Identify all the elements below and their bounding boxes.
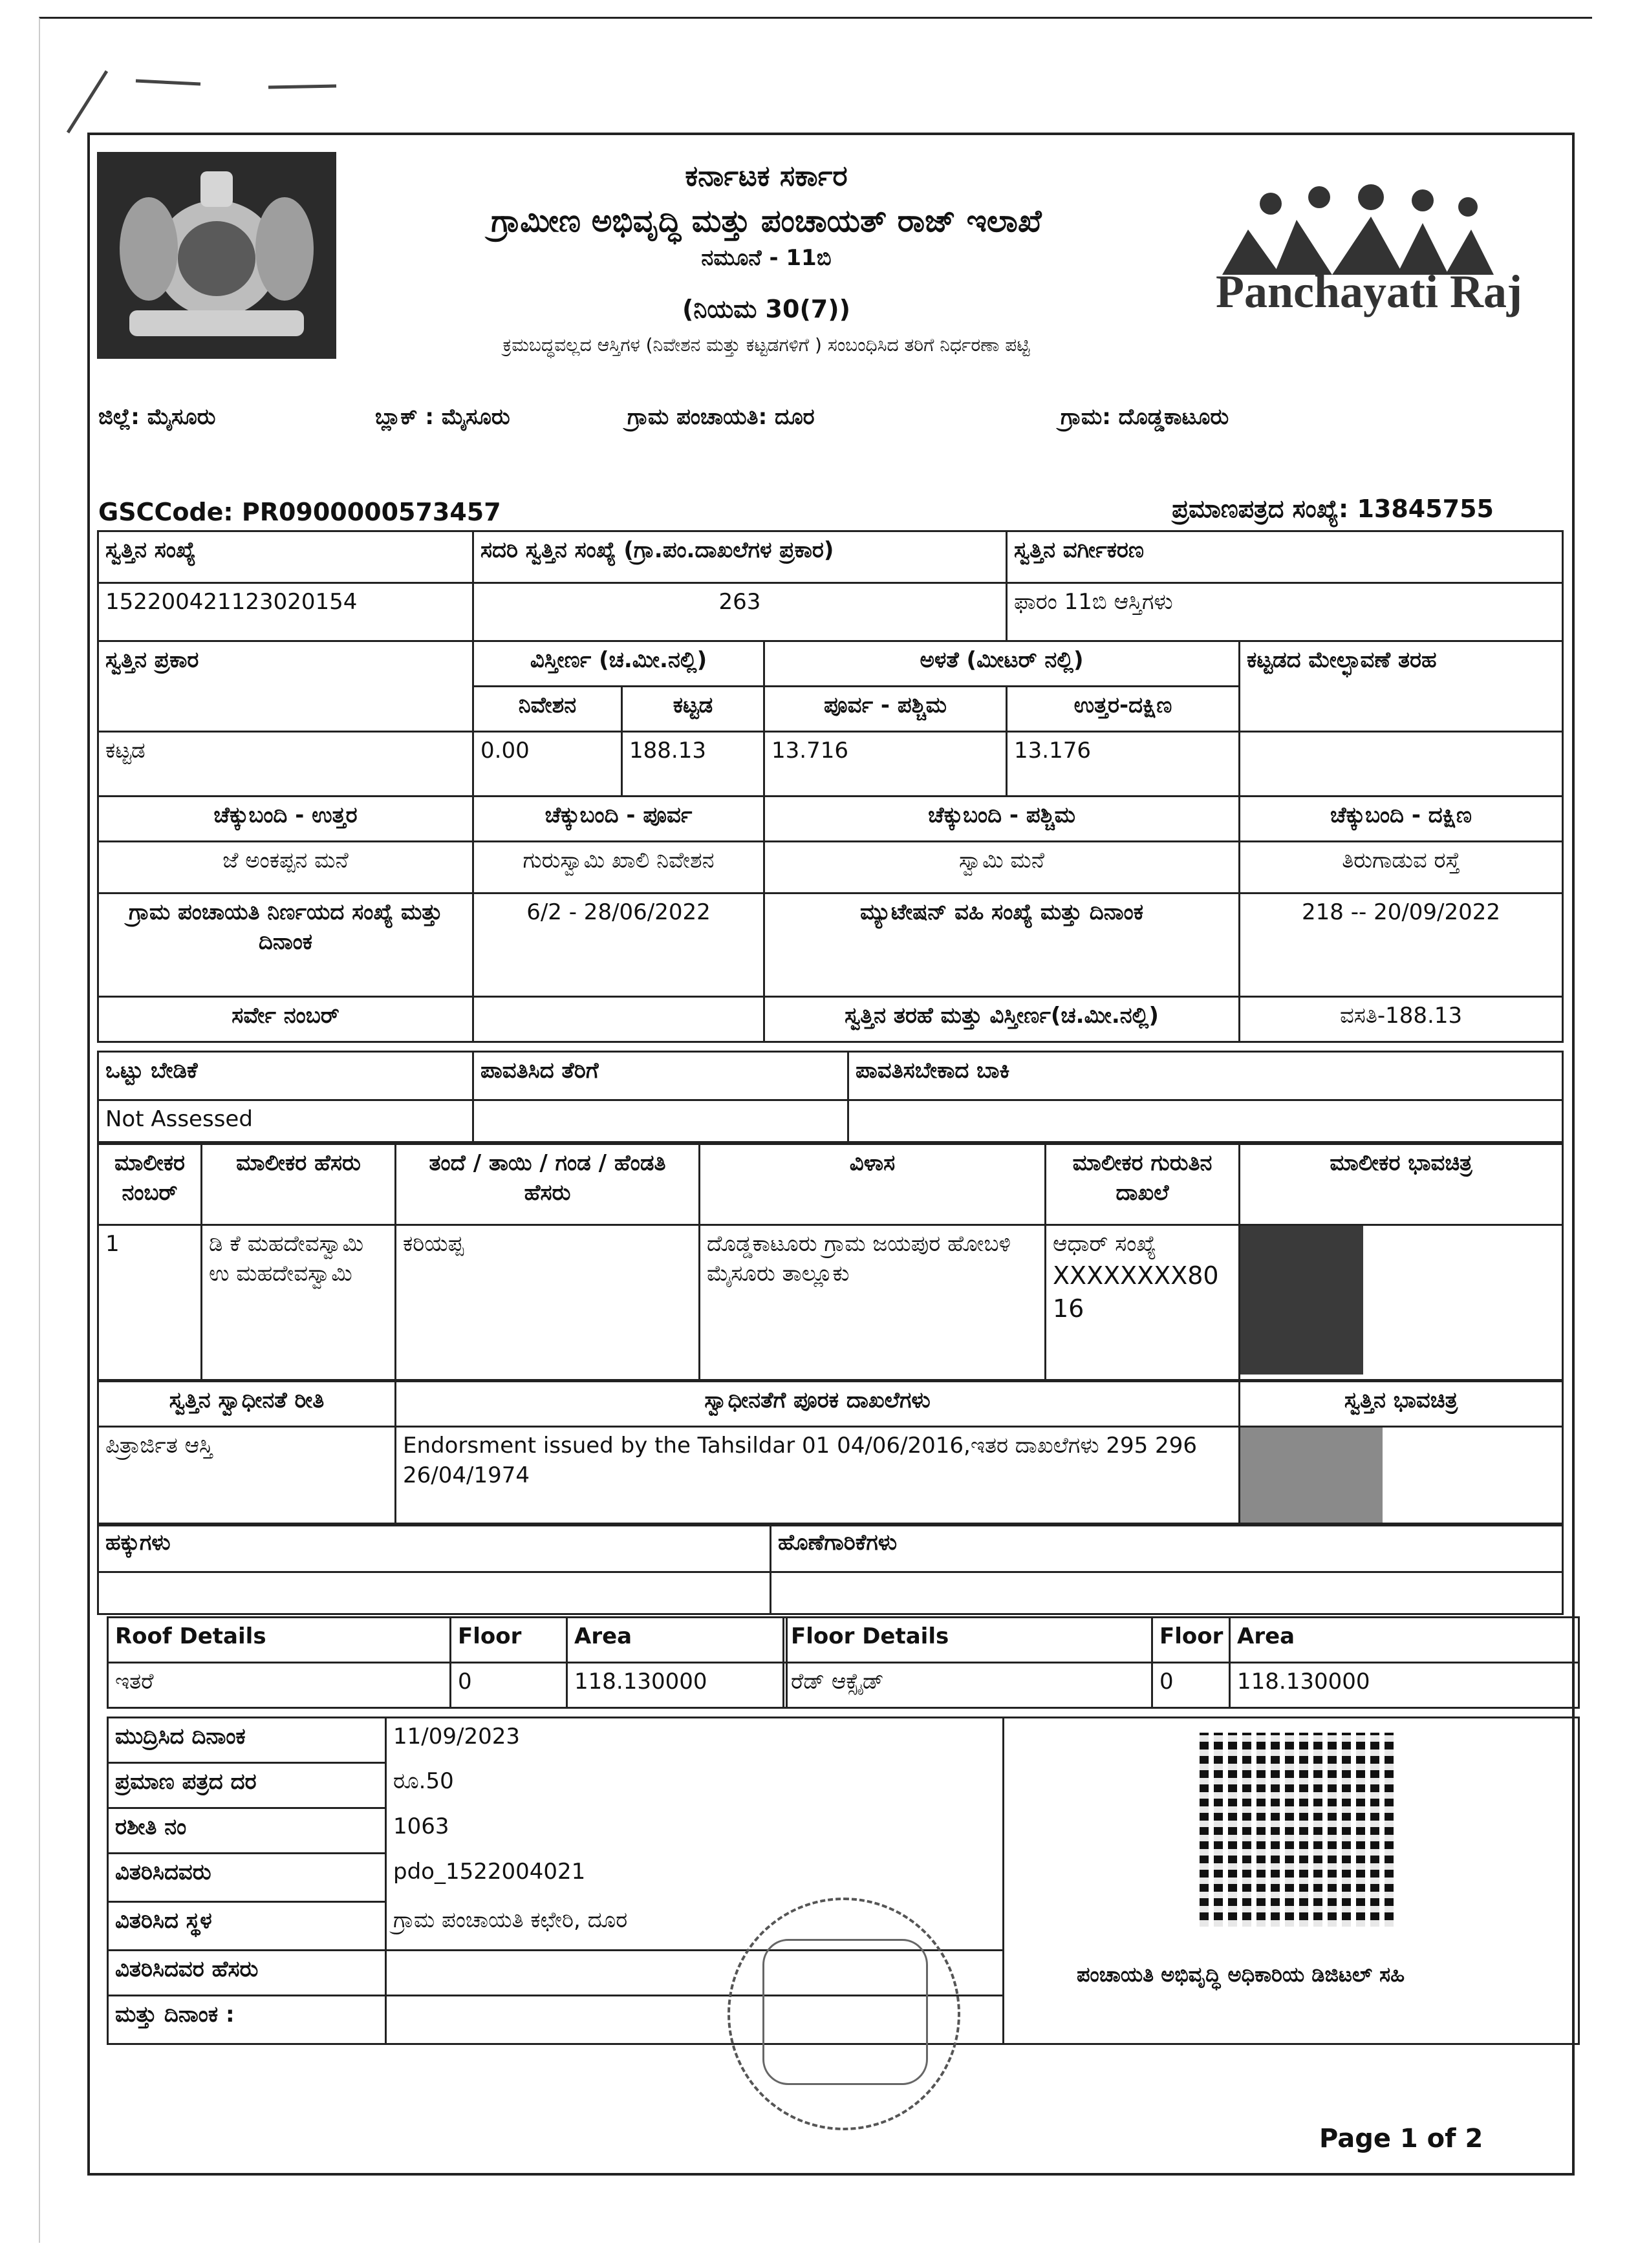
office-seal-stamp — [727, 1898, 960, 2130]
owner-photo-cell — [1240, 1225, 1563, 1380]
roof-type — [1240, 732, 1563, 797]
mutation-label: ಮ್ಯುಟೇಷನ್ ವಹಿ ಸಂಖ್ಯೆ ಮತ್ತು ದಿನಾಂಕ — [764, 893, 1240, 997]
fee-label: ಪ್ರಮಾಣ ಪತ್ರದ ದರ — [108, 1763, 386, 1808]
north-south-label: ಉತ್ತರ-ದಕ್ಷಿಣ — [1007, 687, 1240, 732]
govt-title: ಕರ್ನಾಟಕ ಸರ್ಕಾರ — [685, 160, 848, 193]
north-south: 13.176 — [1007, 732, 1240, 797]
karnataka-emblem-icon — [97, 152, 336, 359]
property-id: 152200421123020154 — [98, 583, 473, 641]
village: ಗ್ರಾಮ: ದೊಡ್ಡಕಾಟೂರು — [1061, 404, 1229, 430]
floor-floor-header: Floor — [1152, 1618, 1230, 1663]
old-property-id-label: ಸದರಿ ಸ್ವತ್ತಿನ ಸಂಖ್ಯೆ (ಗ್ರಾ.ಪಂ.ದಾಖಲೆಗಳ ಪ್ರಕಾರ) — [473, 531, 1007, 583]
south-boundary-label: ಚೆಕ್ಕುಬಂದಿ - ದಕ್ಷಿಣ — [1240, 797, 1563, 842]
printed-date-label: ಮುದ್ರಿಸಿದ ದಿನಾಂಕ — [108, 1718, 386, 1763]
ownership-docs-label: ಸ್ವಾಧೀನತೆಗೆ ಪೂರಕ ದಾಖಲೆಗಳು — [396, 1382, 1240, 1427]
rule-number: (ನಿಯಮ 30(7)) — [682, 294, 850, 323]
property-nature-label: ಸ್ವತ್ತಿನ ತರಹೆ ಮತ್ತು ವಿಸ್ತೀರ್ಣ(ಚ.ಮೀ.ನಲ್ಲಿ) — [764, 997, 1240, 1042]
owner-id-header: ಮಾಲೀಕರ ಗುರುತಿನ ದಾಖಲೆ — [1046, 1144, 1240, 1225]
page-number: Page 1 of 2 — [1319, 2124, 1483, 2154]
north-boundary-label: ಚೆಕ್ಕುಬಂದಿ - ಉತ್ತರ — [98, 797, 473, 842]
roof-area: 118.130000 — [567, 1663, 787, 1708]
ownership-mode: ಪಿತ್ರಾರ್ಜಿತ ಆಸ್ತಿ — [98, 1427, 396, 1526]
roof-type-label: ಕಟ್ಟಡದ ಮೇಲ್ಛಾವಣೆ ತರಹ — [1240, 641, 1563, 732]
liabilities-label: ಹೊಣೆಗಾರಿಕೆಗಳು — [771, 1524, 1563, 1572]
floor-area: 118.130000 — [1230, 1663, 1579, 1708]
form-number: ನಮೂನೆ - 11ಬಿ — [701, 245, 832, 271]
gsc-code: GSCCode: PR0900000573457 — [98, 498, 501, 526]
property-id-label: ಸ್ವತ್ತಿನ ಸಂಖ್ಯೆ — [98, 531, 473, 583]
receipt-label: ರಶೀತಿ ನಂ — [108, 1808, 386, 1854]
gram-panchayat: ಗ್ರಾಮ ಪಂಚಾಯತಿ: ದೂರ — [627, 404, 815, 430]
owners-table — [97, 1143, 1564, 1381]
liabilities — [771, 1572, 1563, 1614]
roof-floor-header: Floor — [451, 1618, 567, 1663]
owner-name-header: ಮಾಲೀಕರ ಹೆಸರು — [202, 1144, 396, 1225]
property-type-label: ಸ್ವತ್ತಿನ ಪ್ರಕಾರ — [98, 641, 473, 732]
roof-details-table — [107, 1616, 788, 1709]
tax-due-label: ಪಾವತಿಸಬೇಕಾದ ಬಾಕಿ — [848, 1052, 1563, 1100]
floor-area-header: Area — [1230, 1618, 1579, 1663]
south-boundary: ತಿರುಗಾಡುವ ರಸ್ತೆ — [1240, 842, 1563, 893]
floor-details-title: Floor Details — [784, 1618, 1152, 1663]
owner-number: 1 — [98, 1225, 202, 1380]
east-boundary-label: ಚೆಕ್ಕುಬಂದಿ - ಪೂರ್ವ — [473, 797, 764, 842]
receipt-number: 1063 — [386, 1808, 1004, 1854]
owner-photo-header: ಮಾಲೀಕರ ಭಾವಚಿತ್ರ — [1240, 1144, 1563, 1225]
gp-resolution-label: ಗ್ರಾಮ ಪಂಚಾಯತಿ ನಿರ್ಣಯದ ಸಂಖ್ಯೆ ಮತ್ತು ದಿನಾಂಕ — [98, 893, 473, 997]
floor-type: ರೆಡ್ ಆಕ್ಸೈಡ್ — [784, 1663, 1152, 1708]
department-title: ಗ್ರಾಮೀಣ ಅಭಿವೃದ್ಧಿ ಮತ್ತು ಪಂಚಾಯತ್ ರಾಜ್ ಇಲಾಖೆ — [491, 203, 1042, 239]
old-property-id: 263 — [473, 583, 1007, 641]
qr-code-icon — [1200, 1733, 1394, 1927]
property-class: ಫಾರಂ 11ಬಿ ಆಸ್ತಿಗಳು — [1007, 583, 1563, 641]
issued-by-label: ವಿತರಿಸಿದವರು — [108, 1854, 386, 1902]
tax-paid-label: ಪಾವತಿಸಿದ ತೆರಿಗೆ — [473, 1052, 848, 1100]
area-label: ವಿಸ್ತೀರ್ಣ (ಚ.ಮೀ.ನಲ್ಲಿ) — [473, 641, 764, 687]
digital-signature-label: ಪಂಚಾಯತಿ ಅಭಿವೃದ್ಧಿ ಅಧಿಕಾರಿಯ ಡಿಜಿಟಲ್ ಸಹಿ — [1077, 1962, 1405, 1987]
owner-address-header: ವಿಳಾಸ — [700, 1144, 1046, 1225]
floor-floor: 0 — [1152, 1663, 1230, 1708]
owner-relative: ಕರಿಯಪ್ಪ — [396, 1225, 700, 1380]
pen-marks — [61, 61, 352, 139]
total-demand: Not Assessed — [98, 1100, 473, 1142]
total-demand-label: ಒಟ್ಟು ಬೇಡಿಕೆ — [98, 1052, 473, 1100]
west-boundary: ಸ್ವಾಮಿ ಮನೆ — [764, 842, 1240, 893]
table-row — [98, 1225, 1563, 1380]
owner-address: ದೊಡ್ಡಕಾಟೂರು ಗ್ರಾಮ ಜಯಪುರ ಹೋಬಳಿ ಮೈಸೂರು ತಾಲ್ಲೂಕು — [700, 1225, 1046, 1380]
document-subtitle: ಕ್ರಮಬದ್ಧವಲ್ಲದ ಆಸ್ತಿಗಳ (ನಿವೇಶನ ಮತ್ತು ಕಟ್ಟಡಗಳಿಗೆ ) ಸಂಬಂಧಿಸಿದ ತರಿಗೆ ನಿರ್ಧರಣಾ ಪಟ್ಟಿ — [502, 334, 1030, 356]
tax-table — [97, 1051, 1564, 1143]
certificate-number: ಪ್ರಮಾಣಪತ್ರದ ಸಂಖ್ಯೆ: 13845755 — [1172, 495, 1494, 523]
rights — [98, 1572, 771, 1614]
survey-label: ಸರ್ವೇ ನಂಬರ್ — [98, 997, 473, 1042]
east-west-label: ಪೂರ್ವ - ಪಶ್ಚಿಮ — [764, 687, 1007, 732]
gp-resolution: 6/2 - 28/06/2022 — [473, 893, 764, 997]
dimension-label: ಅಳತೆ (ಮೀಟರ್ ನಲ್ಲಿ) — [764, 641, 1240, 687]
property-photo-cell — [1240, 1427, 1563, 1526]
owner-relative-header: ತಂದೆ / ತಾಯಿ / ಗಂಡ / ಹೆಂಡತಿ ಹೆಸರು — [396, 1144, 700, 1225]
building-area: 188.13 — [622, 732, 764, 797]
roof-floor: 0 — [451, 1663, 567, 1708]
survey-number — [473, 997, 764, 1042]
issue-date-label: ಮತ್ತು ದಿನಾಂಕ : — [108, 1996, 386, 2044]
west-boundary-label: ಚೆಕ್ಕುಬಂದಿ - ಪಶ್ಚಿಮ — [764, 797, 1240, 842]
floor-details-table — [782, 1616, 1580, 1709]
header-block — [362, 152, 1170, 356]
east-west: 13.716 — [764, 732, 1007, 797]
mutation: 218 -- 20/09/2022 — [1240, 893, 1563, 997]
site-area: 0.00 — [473, 732, 622, 797]
property-table — [97, 530, 1564, 1043]
roof-details-title: Roof Details — [108, 1618, 451, 1663]
property-photo-label: ಸ್ವತ್ತಿನ ಭಾವಚಿತ್ರ — [1240, 1382, 1563, 1427]
owner-id-type: ಆಧಾರ್ ಸಂಖ್ಯೆ — [1053, 1231, 1157, 1257]
property-photo — [1240, 1428, 1383, 1524]
site-area-label: ನಿವೇಶನ — [473, 687, 622, 732]
panchayati-raj-logo-text: Panchayati Raj — [1216, 266, 1522, 317]
rights-label: ಹಕ್ಕುಗಳು — [98, 1524, 771, 1572]
owner-photo — [1240, 1226, 1363, 1375]
owner-name: ಡಿ ಕೆ ಮಹದೇವಸ್ವಾಮಿ ಉ ಮಹದೇವಸ್ವಾಮಿ — [202, 1225, 396, 1380]
roof-type: ಇತರೆ — [108, 1663, 451, 1708]
owner-number-header: ಮಾಲೀಕರ ನಂಬರ್ — [98, 1144, 202, 1225]
property-class-label: ಸ್ವತ್ತಿನ ವರ್ಗೀಕರಣ — [1007, 531, 1563, 583]
north-boundary: ಜೆ ಅಂಕಪ್ಪನ ಮನೆ — [98, 842, 473, 893]
issuer-name-label: ವಿತರಿಸಿದವರ ಹೆಸರು — [108, 1951, 386, 1996]
issued-by: pdo_1522004021 — [386, 1854, 1004, 1902]
owner-id — [1046, 1225, 1240, 1380]
issue-place: ಗ್ರಾಮ ಪಂಚಾಯತಿ ಕಛೇರಿ, ದೂರ — [386, 1902, 1004, 1951]
fee: ರೂ.50 — [386, 1763, 1004, 1808]
ownership-table — [97, 1380, 1564, 1526]
roof-area-header: Area — [567, 1618, 787, 1663]
east-boundary: ಗುರುಸ್ವಾಮಿ ಖಾಲಿ ನಿವೇಶನ — [473, 842, 764, 893]
district: ಜಿಲ್ಲೆ: ಮೈಸೂರು — [98, 404, 216, 430]
ownership-mode-label: ಸ್ವತ್ತಿನ ಸ್ವಾಧೀನತೆ ರೀತಿ — [98, 1382, 396, 1427]
property-nature: ವಸತಿ-188.13 — [1240, 997, 1563, 1042]
ownership-docs: Endorsment issued by the Tahsildar 01 04/06/2016,ಇತರ ದಾಖಲೆಗಳು 295 296 26/04/1974 — [396, 1427, 1240, 1526]
rights-table — [97, 1523, 1564, 1615]
property-type: ಕಟ್ಟಡ — [98, 732, 473, 797]
block: ಬ್ಲಾಕ್ : ಮೈಸೂರು — [375, 404, 510, 430]
tax-due — [848, 1100, 1563, 1142]
building-area-label: ಕಟ್ಟಡ — [622, 687, 764, 732]
printed-date: 11/09/2023 — [386, 1718, 1004, 1763]
issue-place-label: ವಿತರಿಸಿದ ಸ್ಥಳ — [108, 1902, 386, 1951]
owner-id-value: XXXXXXXX8016 — [1053, 1261, 1219, 1323]
tax-paid — [473, 1100, 848, 1142]
